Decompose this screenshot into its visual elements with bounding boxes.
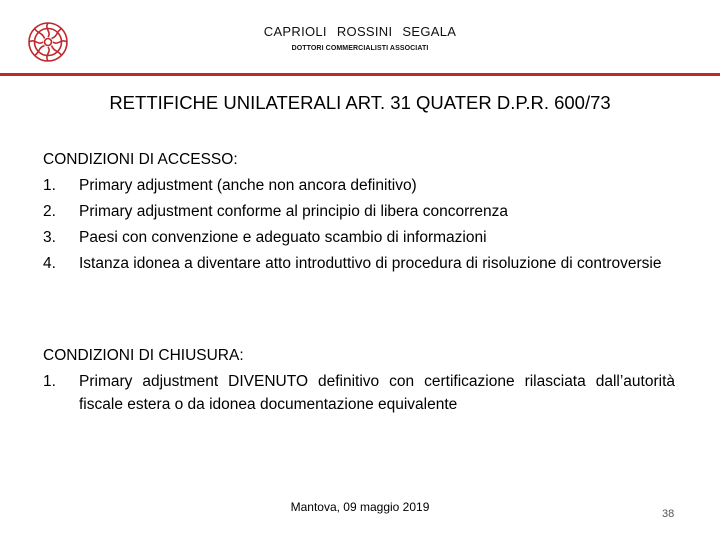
list-item [43,173,675,199]
list-item-text: Primary adjustment (anche non ancora definitivo) [79,177,417,194]
list-item-number: 3. [43,229,56,246]
list-item-number: 2. [43,203,56,220]
access-conditions-section [43,147,675,277]
access-conditions-heading: CONDIZIONI DI ACCESSO: [43,151,238,168]
slide-title: RETTIFICHE UNILATERALI ART. 31 QUATER D.P.R. 600/73 [109,92,611,113]
firm-subtitle: DOTTORI COMMERCIALISTI ASSOCIATI [291,45,429,52]
list-item-number: 1. [43,373,56,390]
firm-name-2: ROSSINI [336,24,393,39]
firm-name-3: SEGALA [402,24,457,39]
list-item [43,225,675,251]
list-item-text: Primary adjustment DIVENUTO definitivo con certificazione rilasciata dall’autorità fiscale estera o da idonea documentazione equivalente [79,373,675,413]
list-item-number: 4. [43,255,56,272]
closure-conditions-heading: CONDIZIONI DI CHIUSURA: [43,347,244,364]
firm-name [0,24,720,39]
header-divider [0,73,720,76]
firm-name-1: CAPRIOLI [263,24,327,39]
footer-date-place: Mantova, 09 maggio 2019 [290,500,430,514]
list-item [43,251,675,277]
list-item-text: Primary adjustment conforme al principio di libera concorrenza [79,203,509,220]
list-item-text: Istanza idonea a diventare atto introduttivo di procedura di risoluzione di controversie [79,255,662,272]
list-item [43,199,675,225]
page-number: 38 [662,508,675,520]
list-item-number: 1. [43,177,56,194]
closure-conditions-section [43,343,675,416]
list-item-text: Paesi con convenzione e adeguato scambio di informazioni [79,229,487,246]
list-item [43,369,675,416]
